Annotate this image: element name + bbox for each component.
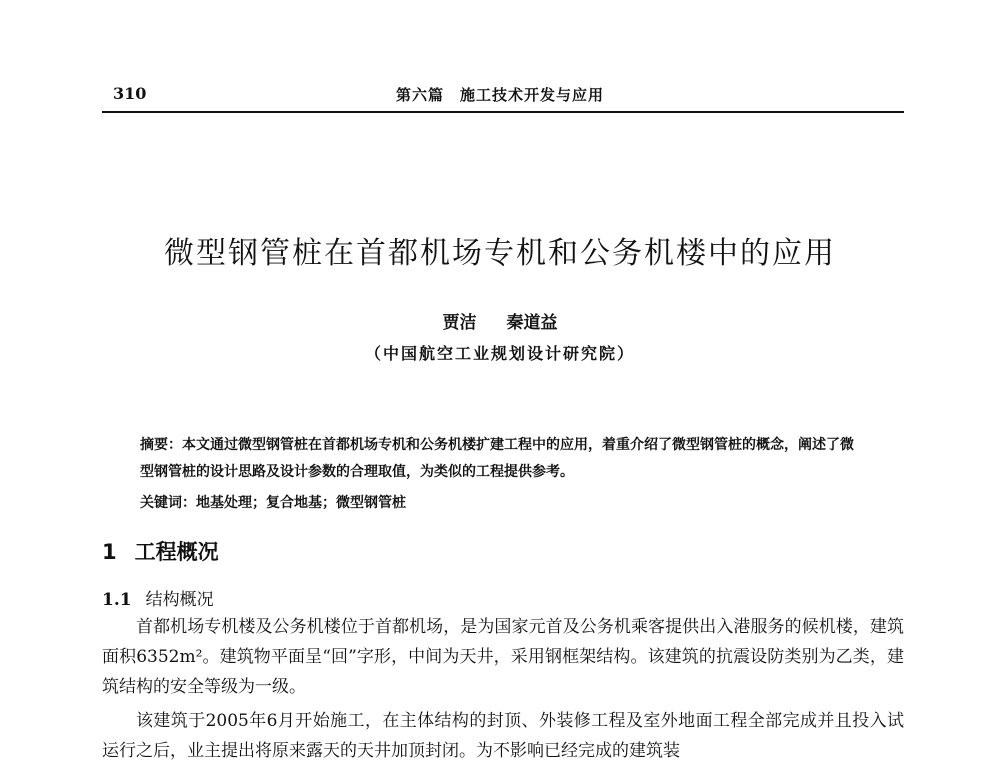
author-1: 贾洁 — [442, 313, 477, 333]
paragraph: 首都机场专机楼及公务机楼位于首都机场，是为国家元首及公务机乘客提供出入港服务的候机楼，建筑面积6352m²。建筑物平面呈“回”字形，中间为天井，采用钢框架结构。该建筑的抗震设防类别为乙类，建筑结构的安全等级为一级。 — [102, 617, 904, 697]
keywords-label: 关键词： — [140, 495, 196, 511]
section-number: 1 — [102, 540, 117, 564]
section-title: 工程概况 — [134, 540, 219, 564]
abstract — [140, 432, 860, 486]
section-heading — [102, 536, 219, 566]
subsection-number: 1.1 — [102, 590, 132, 610]
header-rule — [102, 111, 904, 113]
abstract-label: 摘要： — [140, 437, 182, 453]
keywords-text: 地基处理；复合地基；微型钢管桩 — [196, 495, 406, 511]
subsection-heading — [102, 585, 214, 610]
page-number: 310 — [113, 84, 147, 103]
author-2: 秦道益 — [506, 313, 558, 333]
running-header: 第六篇 施工技术开发与应用 — [395, 86, 604, 104]
paragraph: 该建筑于2005年6月开始施工，在主体结构的封顶、外装修工程及室外地面工程全部完成并且投入试运行之后，业主提出将原来露天的天井加顶封闭。为不影响已经完成的建筑装 — [102, 711, 904, 761]
article-title: 微型钢管桩在首都机场专机和公务机楼中的应用 — [164, 236, 836, 271]
keywords — [140, 492, 860, 512]
subsection-title: 结构概况 — [145, 590, 214, 610]
affiliation: （中国航空工业规划设计研究院） — [364, 344, 635, 363]
abstract-text: 本文通过微型钢管桩在首都机场专机和公务机楼扩建工程中的应用，着重介绍了微型钢管桩的概念，阐述了微型钢管桩的设计思路及设计参数的合理取值，为类似的工程提供参考。 — [140, 437, 854, 480]
authors — [0, 308, 1000, 333]
body-text — [102, 612, 904, 766]
